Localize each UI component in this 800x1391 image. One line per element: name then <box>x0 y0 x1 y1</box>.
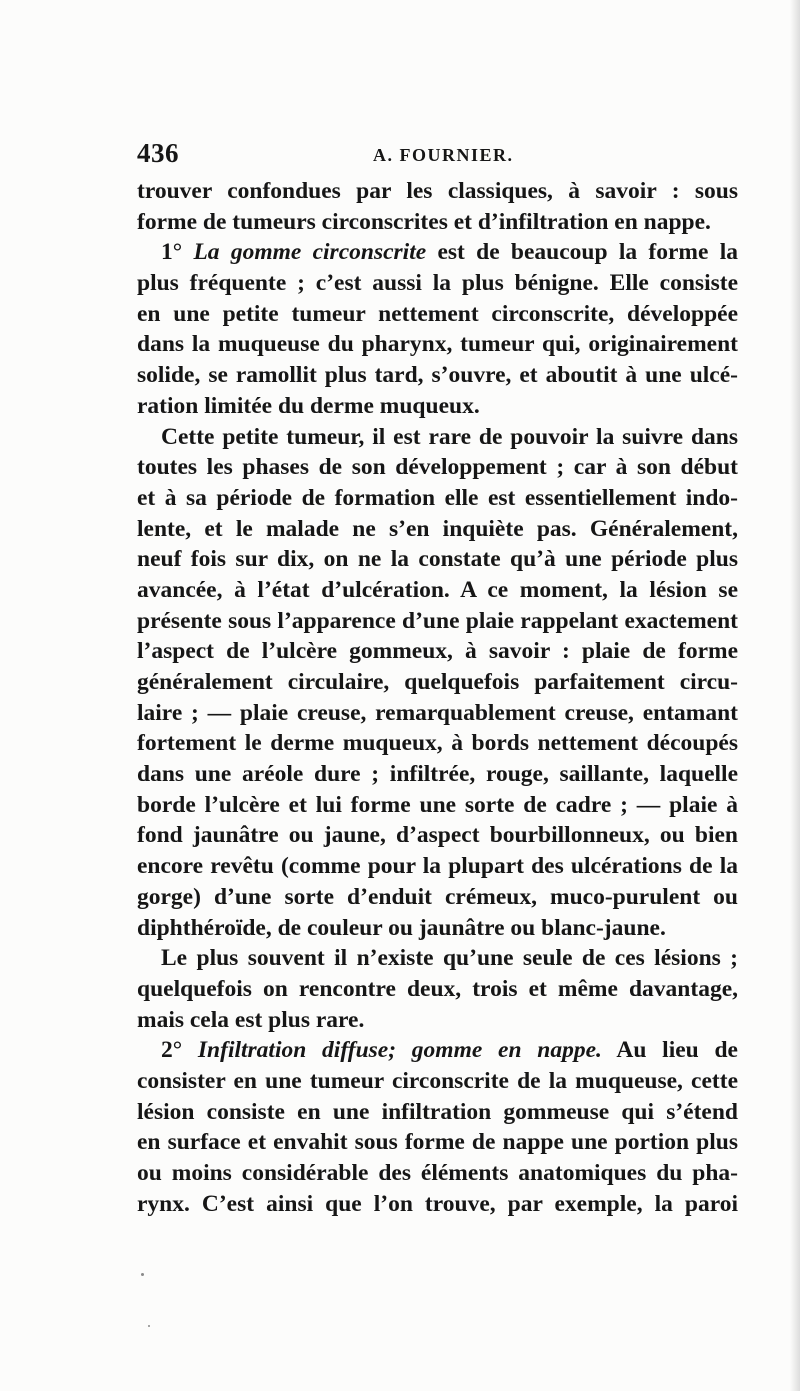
text-span: Au lieu de <box>601 1037 738 1064</box>
text-line: et à sa période de formation elle est essentiellement indo- <box>137 484 738 511</box>
running-head: A. FOURNIER. <box>373 145 514 165</box>
section-heading-italic: La gomme circonscrite <box>193 239 427 266</box>
text-line: ou moins considérable des éléments anatomiques du pha- <box>137 1160 738 1186</box>
text-line: Cette petite tumeur, il est rare de pouvoir la suivre dans <box>161 423 738 450</box>
text-line: l’aspect de l’ulcère gommeux, à savoir : plaie de forme <box>137 638 738 665</box>
list-marker: 1° <box>161 239 194 266</box>
text-line: trouver confondues par les classiques, à savoir : sous <box>137 178 738 204</box>
page-edge-shadow <box>790 0 800 1391</box>
text-line: neuf fois sur dix, on ne la constate qu’à une période plus <box>137 546 738 573</box>
page-header <box>137 138 737 172</box>
text-line: gorge) d’une sorte d’enduit crémeux, muco-purulent ou <box>137 883 738 910</box>
text-line: encore revêtu (comme pour la plupart des ulcérations de la <box>137 853 738 880</box>
text-line: diphthéroïde, de couleur ou jaunâtre ou blanc-jaune. <box>137 914 666 941</box>
text-line: forme de tumeurs circonscrites et d’infiltration en nappe. <box>137 208 711 235</box>
text-line: rynx. C’est ainsi que l’on trouve, par exemple, la paroi <box>137 1190 738 1217</box>
text-line: dans une aréole dure ; infiltrée, rouge, saillante, laquelle <box>137 761 738 788</box>
text-line: toutes les phases de son développement ; car à son début <box>137 454 738 481</box>
text-line: solide, se ramollit plus tard, s’ouvre, et aboutit à une ulcé- <box>137 362 738 389</box>
text-line <box>137 237 738 268</box>
text-line: dans la muqueuse du pharynx, tumeur qui, originairement <box>137 331 738 358</box>
text-line: laire ; — plaie creuse, remarquablement creuse, entamant <box>137 699 738 726</box>
list-marker: 2° <box>161 1037 198 1064</box>
text-line: lente, et le malade ne s’en inquiète pas. Généralement, <box>137 515 738 542</box>
text-line: fortement le derme muqueux, à bords nettement découpés <box>137 730 738 757</box>
paper-speck <box>148 1325 150 1327</box>
text-line: lésion consiste en une infiltration gommeuse qui s’étend <box>137 1098 738 1125</box>
text-line: plus fréquente ; c’est aussi la plus bénigne. Elle consiste <box>137 270 738 297</box>
paper-speck <box>141 1273 144 1276</box>
text-line: en surface et envahit sous forme de nappe une portion plus <box>137 1129 738 1156</box>
text-line: consister en une tumeur circonscrite de la muqueuse, cette <box>137 1067 738 1094</box>
text-span: est de beaucoup la forme la <box>426 239 738 266</box>
text-line: Le plus souvent il n’existe qu’une seule de ces lésions ; <box>161 945 738 972</box>
text-line: en une petite tumeur nettement circonscrite, développée <box>137 300 738 327</box>
section-heading-italic: Infiltration diffuse; gomme en nappe. <box>197 1037 602 1064</box>
page-number: 436 <box>137 138 179 168</box>
text-line: quelquefois on rencontre deux, trois et même davantage, <box>137 975 738 1002</box>
text-line: ration limitée du derme muqueux. <box>137 392 480 419</box>
text-line: fond jaunâtre ou jaune, d’aspect bourbillonneux, ou bien <box>137 822 738 849</box>
body-text <box>137 176 738 1219</box>
text-line <box>137 1035 738 1066</box>
text-line: généralement circulaire, quelquefois parfaitement circu- <box>137 669 738 695</box>
text-line: présente sous l’apparence d’une plaie rappelant exactement <box>137 607 738 634</box>
text-line: mais cela est plus rare. <box>137 1006 365 1033</box>
text-line: avancée, à l’état d’ulcération. A ce moment, la lésion se <box>137 576 738 603</box>
text-line: borde l’ulcère et lui forme une sorte de cadre ; — plaie à <box>137 791 738 818</box>
